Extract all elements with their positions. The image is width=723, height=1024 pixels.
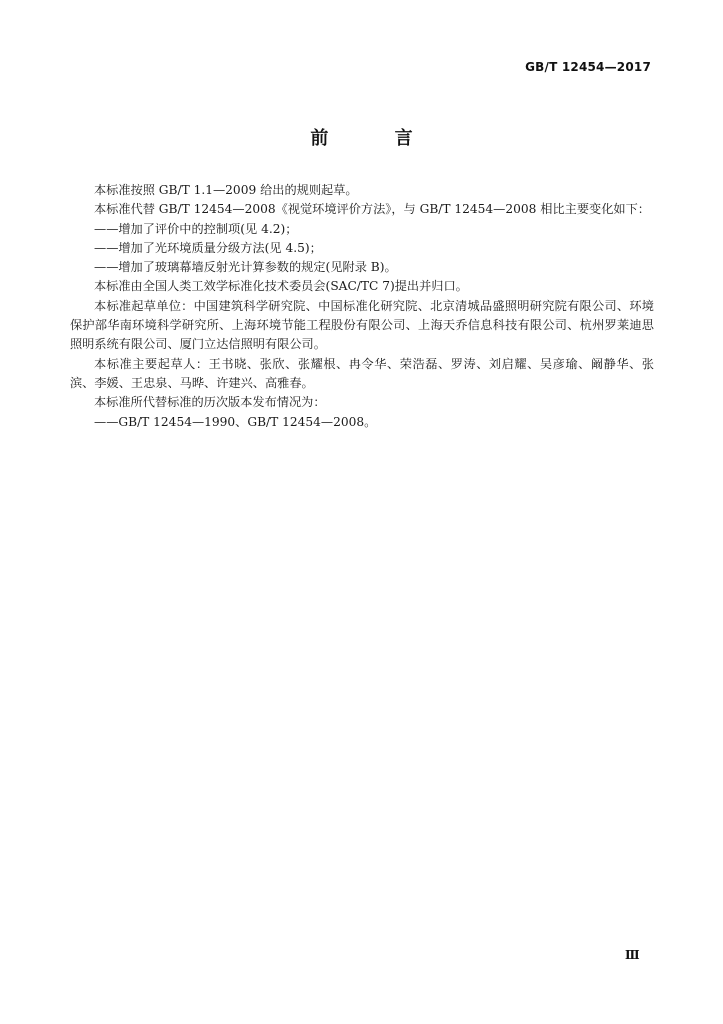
change-item-grading: ——增加了光环境质量分级方法(见 4.5)； [94, 240, 322, 255]
paragraph-replacement: 本标准代替 GB/T 12454—2008《视觉环境评价方法》，与 GB/T 12454—2008 相比主要变化如下： [94, 202, 650, 217]
preface-body [70, 181, 654, 432]
page-title: 前 言 [310, 128, 443, 149]
paragraph-history-intro: 本标准所代替标准的历次版本发布情况为： [94, 395, 326, 410]
history-item: ——GB/T 12454—1990、GB/T 12454—2008。 [94, 414, 377, 429]
change-item-control: ——增加了评价中的控制项(见 4.2)； [94, 221, 298, 236]
paragraph-drafting-units: 本标准起草单位：中国建筑科学研究院、中国标准化研究院、北京清城品盛照明研究院有限公司、环境保护部华南环境科学研究所、上海环境节能工程股份有限公司、上海天乔信息科技有限公司、杭州罗莱迪思照明系统有限公司、厦门立达信照明有限公司。 [70, 298, 654, 352]
page-number: Ⅲ [625, 948, 640, 962]
paragraph-drafters: 本标准主要起草人：王书晓、张欣、张耀根、冉令华、荣浩磊、罗涛、刘启耀、吴彦瑜、阚静华、张滨、李媛、王忠泉、马晔、许建兴、高雅春。 [70, 356, 654, 390]
paragraph-drafting-rules: 本标准按照 GB/T 1.1—2009 给出的规则起草。 [94, 183, 358, 197]
standard-code: GB/T 12454—2017 [525, 60, 651, 74]
change-item-reflection: ——增加了玻璃幕墙反射光计算参数的规定(见附录 B)。 [94, 260, 397, 275]
paragraph-proposer: 本标准由全国人类工效学标准化技术委员会(SAC/TC 7)提出并归口。 [94, 279, 468, 294]
